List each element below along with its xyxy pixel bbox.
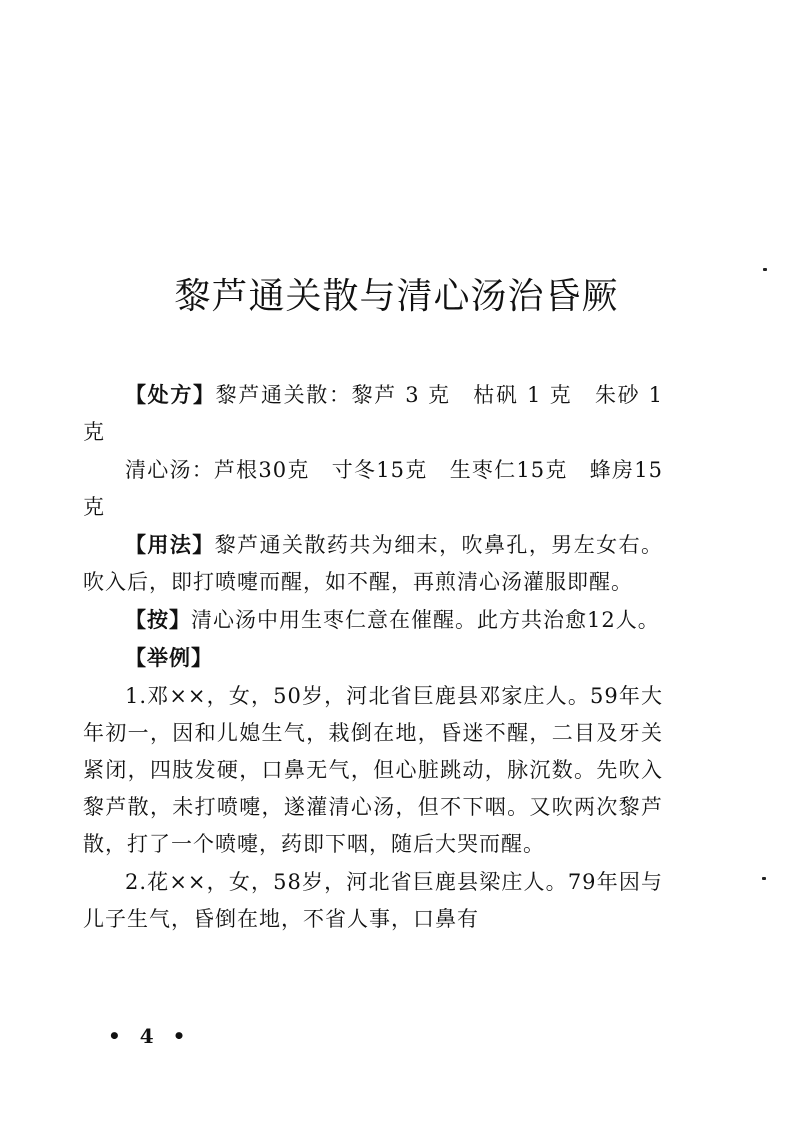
scan-speck xyxy=(762,877,766,880)
paragraph-case-1 xyxy=(83,677,663,863)
section-label-usage: 【用法】 xyxy=(125,532,215,557)
paragraph-usage xyxy=(83,526,663,601)
paragraph-case-2 xyxy=(83,863,663,938)
section-label-examples: 【举例】 xyxy=(125,645,213,670)
paragraph-text: 黎芦通关散药共为细末，吹鼻孔，男左女右。吹入后，即打喷嚏而醒，如不醒，再煎清心汤灌服即醒。 xyxy=(83,533,664,594)
paragraph-prescription xyxy=(83,376,663,451)
paragraph-text: 1.邓××，女，50岁，河北省巨鹿县邓家庄人。59年大年初一，因和儿媳生气，栽倒在地，昏迷不醒，二目及牙关紧闭，四肢发硬，口鼻无气，但心脏跳动，脉沉数。先吹入黎芦散，未打喷嚏，遂灌清心汤，但不下咽。又吹两次黎芦散，打了一个喷嚏，药即下咽，随后大哭而醒。 xyxy=(83,684,663,856)
paragraph-examples-heading xyxy=(83,639,663,677)
section-label-prescription: 【处方】 xyxy=(125,382,216,407)
paragraph-qingxin-formula xyxy=(83,451,663,526)
article-body xyxy=(83,376,663,938)
page-title: 黎芦通关散与清心汤治昏厥 xyxy=(174,276,619,317)
paragraph-text: 清心汤中用生枣仁意在催醒。此方共治愈12人。 xyxy=(191,608,660,632)
page-number: • 4 • xyxy=(108,1024,192,1048)
paragraph-note xyxy=(83,601,663,639)
section-label-note: 【按】 xyxy=(125,607,191,632)
paragraph-text: 黎芦通关散：黎芦 3 克 枯矾 1 克 朱砂 1 克 xyxy=(83,383,664,444)
scan-speck xyxy=(763,268,767,271)
paragraph-text: 清心汤：芦根30克 寸冬15克 生枣仁15克 蜂房15克 xyxy=(83,458,663,519)
paragraph-text: 2.花××，女，58岁，河北省巨鹿县梁庄人。79年因与儿子生气，昏倒在地，不省人事，口鼻有 xyxy=(83,870,663,931)
